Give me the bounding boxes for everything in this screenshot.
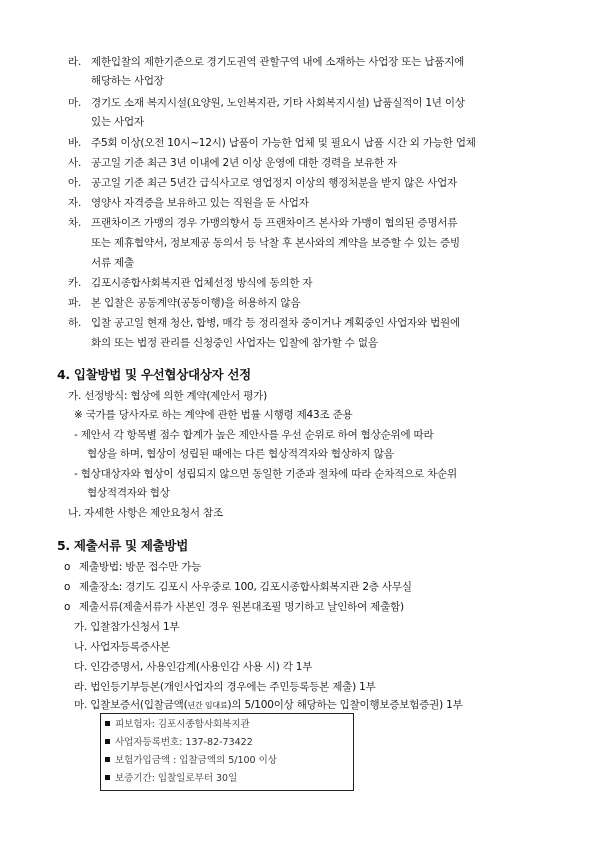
circle-bullet-icon: o (64, 581, 71, 593)
item-text: 서류 제출 (91, 257, 134, 269)
dash-item-cont: 협상을 하며, 협상이 성립된 때에는 다른 협상적격자와 협상하지 않음 (87, 448, 394, 460)
document-item: 나. 사업자등록증사본 (74, 641, 170, 653)
item-label: 파. (68, 297, 82, 309)
item-text: 영양사 자격증을 보유하고 있는 직원을 둔 사업자 (91, 197, 309, 209)
item-text: 공고일 기준 최근 5년간 급식사고로 영업정지 이상의 행정처분을 받지 않은 사업자 (91, 177, 457, 189)
item-label: 카. (68, 277, 82, 289)
document-item: 가. 입찰참가신청서 1부 (74, 621, 180, 633)
item-text: 경기도 소재 복지시설(요양원, 노인복지관, 기타 사회복지시설) 납품실적이 1년 이상 (91, 97, 465, 109)
item-label: 사. (68, 157, 82, 169)
document-item-bond: 마. 입찰보증서(입찰금액(년간 임대료)의 5/100이상 해당하는 입찰이행보증보험증권) 1부 (74, 699, 463, 711)
item-text: 입찰 공고일 현재 청산, 합병, 매각 등 정리절차 중이거나 계획중인 사업자와 법원에 (91, 317, 460, 329)
bond-period-row: 보증기간: 입찰일로부터 30일 (105, 773, 237, 785)
submission-place: 제출장소: 경기도 김포시 사우중로 100, 김포시종합사회복지관 2층 사무실 (79, 581, 412, 593)
item-text: 주5회 이상(오전 10시~12시) 납품이 가능한 업체 및 필요시 납품 시간 외 가능한 업체 (91, 137, 476, 149)
item-label: 자. (68, 197, 82, 209)
document-item: 라. 법인등기부등본(개인사업자의 경우에는 주민등록등본 제출) 1부 (74, 681, 376, 693)
bond-amount-row: 보험가입금액 : 입찰금액의 5/100 이상 (105, 755, 277, 767)
item-label: 마. (68, 97, 82, 109)
item-text: 프랜차이즈 가맹의 경우 가맹의향서 등 프랜차이즈 본사와 가맹이 협의된 증명서류 (91, 217, 458, 229)
bond-insured-row: 피보험자: 김포시종합사회복지관 (105, 719, 250, 731)
bond-bizno-row: 사업자등록번호: 137-82-73422 (105, 737, 253, 749)
circle-bullet-icon: o (64, 601, 71, 613)
section-4-title: 4. 입찰방법 및 우선협상대상자 선정 (57, 367, 251, 382)
circle-bullet-icon: o (64, 561, 71, 573)
details-reference: 나. 자세한 사항은 제안요청서 참조 (68, 507, 223, 519)
legal-note: ※ 국가를 당사자로 하는 계약에 관한 법률 시행령 제43조 준용 (74, 409, 353, 421)
item-text: 본 입찰은 공동계약(공동이행)을 허용하지 않음 (91, 297, 301, 309)
dash-item: - 협상대상자와 협상이 성립되지 않으면 동일한 기준과 절차에 따라 순차적으로 차순위 (74, 468, 457, 480)
item-text: 있는 사업자 (91, 116, 144, 128)
document-item: 다. 인감증명서, 사용인감계(사용인감 사용 시) 각 1부 (74, 661, 313, 673)
square-bullet-icon (105, 775, 110, 780)
selection-method: 가. 선정방식: 협상에 의한 계약(제안서 평가) (68, 390, 267, 402)
dash-item-cont: 협상적격자와 협상 (87, 487, 170, 499)
submission-method: 제출방법: 방문 접수만 가능 (79, 561, 202, 573)
item-text: 공고일 기준 최근 3년 이내에 2년 이상 운영에 대한 경력을 보유한 자 (91, 157, 397, 169)
item-label: 하. (68, 317, 82, 329)
dash-item: - 제안서 각 항목별 점수 합계가 높은 제안사를 우선 순위로 하여 협상순위에 따라 (74, 429, 434, 441)
square-bullet-icon (105, 739, 110, 744)
item-label: 아. (68, 177, 82, 189)
item-text: 또는 제휴협약서, 정보제공 동의서 등 낙찰 후 본사와의 계약을 보증할 수 있는 증빙 (91, 237, 460, 249)
item-label: 차. (68, 217, 82, 229)
item-text: 화의 또는 법정 관리를 신청중인 사업자는 입찰에 참가할 수 없음 (91, 337, 378, 349)
item-text: 김포시종합사회복지관 업체선정 방식에 동의한 자 (91, 277, 313, 289)
item-label: 바. (68, 137, 82, 149)
item-text: 해당하는 사업장 (91, 75, 164, 87)
section-5-title: 5. 제출서류 및 제출방법 (57, 538, 188, 553)
square-bullet-icon (105, 721, 110, 726)
submission-documents: 제출서류(제출서류가 사본인 경우 원본대조필 명기하고 날인하여 제출함) (79, 601, 404, 613)
item-text: 제한입찰의 제한기준으로 경기도권역 관할구역 내에 소재하는 사업장 또는 납품지에 (91, 56, 465, 68)
square-bullet-icon (105, 757, 110, 762)
bond-info-box (100, 713, 354, 791)
item-label: 라. (68, 56, 82, 68)
